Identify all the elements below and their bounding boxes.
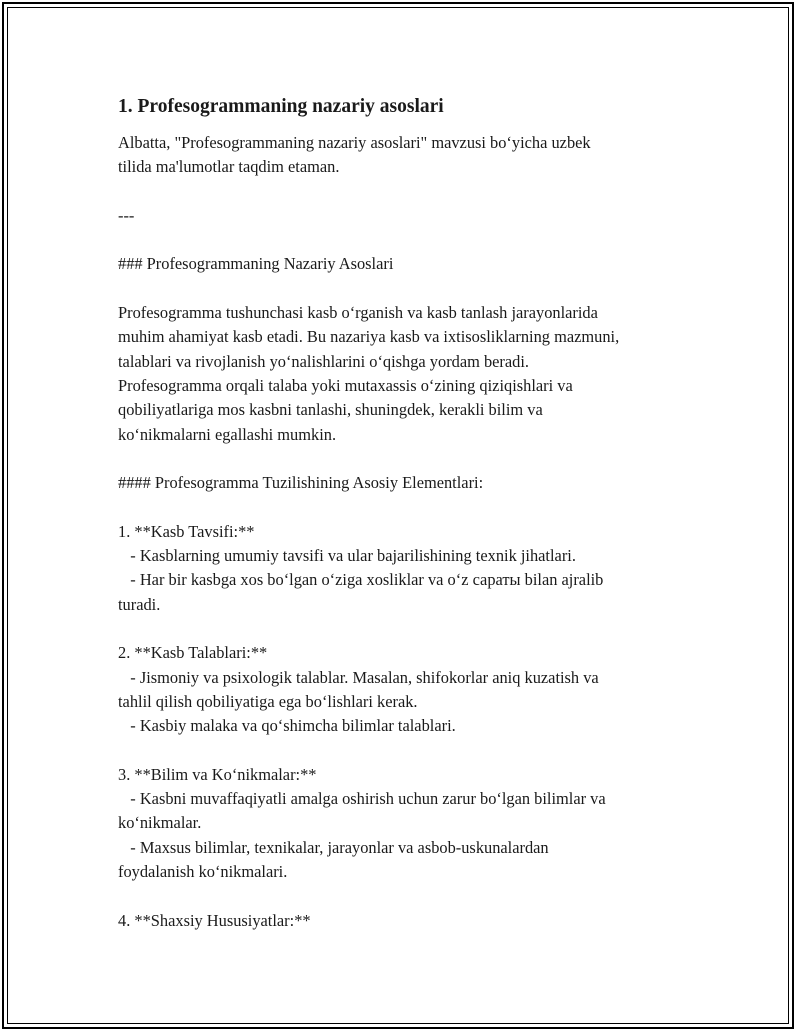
intro-line: Albatta, "Profesogrammaning nazariy asoslari" mavzusi bo‘yicha uzbek — [118, 133, 591, 152]
list-item-heading: 2. **Kasb Talablari:** — [118, 643, 268, 663]
section-heading: ### Profesogrammaning Nazariy Asoslari — [118, 254, 394, 274]
intro-line: tilida ma'lumotlar taqdim etaman. — [118, 157, 340, 177]
paragraph-line: talablari va rivojlanish yo‘nalishlarini o‘qishga yordam beradi. — [118, 351, 530, 371]
list-item-line: - Maxsus bilimlar, texnikalar, jarayonlar va asbob-uskunalardan — [118, 837, 549, 857]
list-item-line: turadi. — [118, 594, 161, 614]
list-item-line: foydalanish ko‘nikmalari. — [118, 861, 288, 881]
document-title: 1. Profesogrammaning nazariy asoslari — [118, 96, 444, 117]
subsection-heading: #### Profesogramma Tuzilishining Asosiy Elementlari: — [118, 473, 484, 493]
list-item-line: - Jismoniy va psixologik talablar. Masalan, shifokorlar aniq kuzatish va — [118, 667, 599, 687]
list-item-line: - Kasbiy malaka va qo‘shimcha bilimlar talablari. — [118, 716, 456, 736]
paragraph-line: qobiliyatlariga mos kasbni tanlashi, shuningdek, kerakli bilim va — [118, 400, 543, 420]
list-item-line: - Har bir kasbga xos bo‘lgan o‘ziga xosliklar va o‘z сараты bilan ajralib — [118, 570, 604, 590]
paragraph-line: ko‘nikmalarni egallashi mumkin. — [118, 424, 337, 444]
document-body — [118, 94, 698, 933]
separator: --- — [118, 205, 135, 225]
paragraph-line: Profesogramma orqali talaba yoki mutaxassis o‘zining qiziqishlari va — [118, 375, 573, 395]
list-item-heading: 1. **Kasb Tavsifi:** — [118, 521, 255, 541]
list-item-heading: 3. **Bilim va Ko‘nikmalar:** — [118, 764, 317, 784]
list-item-line: - Kasblarning umumiy tavsifi va ular bajarilishining texnik jihatlari. — [118, 546, 576, 566]
list-item-line: - Kasbni muvaffaqiyatli amalga oshirish uchun zarur bo‘lgan bilimlar va — [118, 789, 606, 809]
paragraph-line: Profesogramma tushunchasi kasb o‘rganish va kasb tanlash jarayonlarida — [118, 303, 598, 323]
list-item-line: ko‘nikmalar. — [118, 813, 202, 833]
list-item-line: tahlil qilish qobiliyatiga ega bo‘lishlari kerak. — [118, 691, 418, 711]
list-item-heading: 4. **Shaxsiy Hususiyatlar:** — [118, 910, 311, 930]
paragraph-line: muhim ahamiyat kasb etadi. Bu nazariya kasb va ixtisosliklarning mazmuni, — [118, 327, 620, 347]
